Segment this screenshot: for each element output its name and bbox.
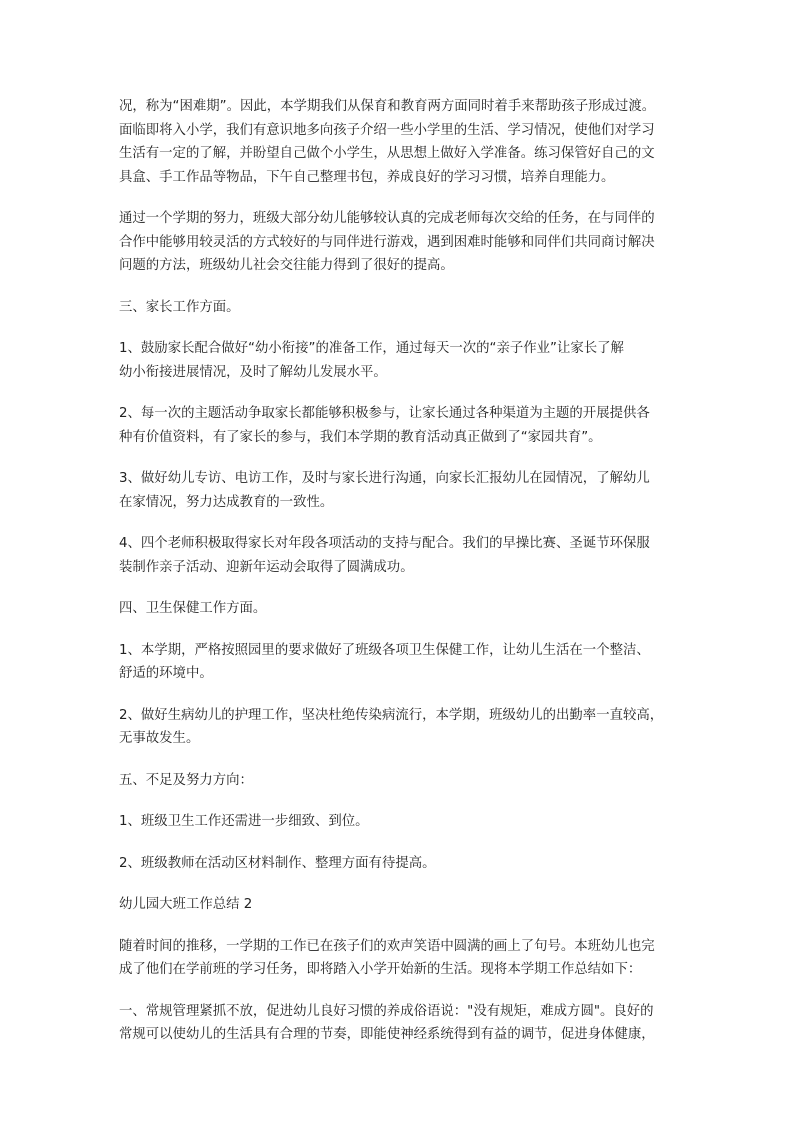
- paragraph: [119, 467, 679, 514]
- text-line: 五、不足及努力方向：: [119, 772, 253, 788]
- text-line: 况，称为“困难期”。因此，本学期我们从保育和教育两方面同时着手来帮助孩子形成过渡。: [119, 99, 656, 114]
- text-line: 种有价值资料，有了家长的参与，我们本学期的教育活动真正做到了“家园共育”。: [119, 429, 602, 445]
- text-line: 通过一个学期的努力，班级大部分幼儿能够较认真的完成老师每次交给的任务，在与同伴的: [119, 211, 655, 226]
- text-line: 装制作亲子活动、迎新年运动会取得了圆满成功。: [119, 559, 414, 575]
- paragraph: [119, 810, 679, 834]
- paragraph: [119, 337, 679, 384]
- text-line: 常规可以使幼儿的生活具有合理的节奏，即能使神经系统得到有益的调节，促进身体健康，: [119, 1027, 655, 1042]
- document-body: [119, 95, 679, 1047]
- paragraph: [119, 207, 679, 278]
- text-line: 1、鼓励家长配合做好“幼小衔接”的准备工作，通过每天一次的“亲子作业”让家长了解: [119, 341, 624, 356]
- text-line: 面临即将入小学，我们有意识地多向孩子介绍一些小学里的生活、学习情况，使他们对学习: [119, 122, 655, 138]
- text-line: 1、班级卫生工作还需进一步细致、到位。: [119, 814, 369, 829]
- paragraph: [119, 296, 679, 320]
- text-line: 2、做好生病幼儿的护理工作，坚决杜绝传染病流行，本学期，班级幼儿的出勤率一直较高，: [119, 707, 664, 723]
- text-line: 一、常规管理紧抓不放，促进幼儿良好习惯的养成俗语说："没有规矩，难成方圆"。良好的: [119, 1003, 654, 1019]
- text-line: 舒适的环境中。: [119, 666, 213, 681]
- text-line: 问题的方法，班级幼儿社会交往能力得到了很好的提高。: [119, 258, 454, 273]
- paragraph: [119, 769, 679, 793]
- text-line: 成了他们在学前班的学习任务，即将踏入小学开始新的生活。现将本学期工作总结如下：: [119, 962, 642, 977]
- paragraph: [119, 935, 679, 982]
- text-line: 生活有一定的了解，并盼望自己做个小学生，从思想上做好入学准备。练习保管好自己的文: [119, 146, 655, 161]
- text-line: 随着时间的推移，一学期的工作已在孩子们的欢声笑语中圆满的画上了句号。本班幼儿也完: [119, 938, 655, 954]
- text-line: 合作中能够用较灵活的方式较好的与同伴进行游戏，遇到困难时能够和同伴们共同商讨解决: [119, 234, 655, 250]
- text-line: 3、做好幼儿专访、电访工作，及时与家长进行沟通，向家长汇报幼儿在园情况，了解幼儿: [119, 471, 650, 486]
- paragraph: [119, 704, 679, 751]
- paragraph: [119, 852, 679, 876]
- text-line: 在家情况，努力达成教育的一致性。: [119, 494, 334, 510]
- paragraph: [119, 402, 679, 449]
- paragraph: [119, 639, 679, 686]
- paragraph: [119, 532, 679, 579]
- text-line: 2、每一次的主题活动争取家长都能够积极参与，让家长通过各种渠道为主题的开展提供各: [119, 406, 650, 421]
- text-line: 4、四个老师积极取得家长对年段各项活动的支持与配合。我们的早操比赛、圣诞节环保服: [119, 536, 650, 551]
- paragraph: [119, 893, 679, 917]
- text-line: 幼儿园大班工作总结 2: [119, 897, 253, 912]
- text-line: 幼小衔接进展情况，及时了解幼儿发展水平。: [119, 364, 387, 380]
- text-line: 无事故发生。: [119, 731, 200, 746]
- text-line: 四、卫生保健工作方面。: [119, 601, 267, 616]
- text-line: 三、家长工作方面。: [119, 299, 240, 315]
- paragraph: [119, 1000, 679, 1047]
- paragraph: [119, 597, 679, 621]
- text-line: 2、班级教师在活动区材料制作、整理方面有待提高。: [119, 855, 436, 871]
- text-line: 1、本学期，严格按照园里的要求做好了班级各项卫生保健工作，让幼儿生活在一个整洁、: [119, 642, 650, 658]
- paragraph: [119, 95, 679, 189]
- text-line: 具盒、手工作品等物品，下午自己整理书包，养成良好的学习习惯，培养自理能力。: [119, 169, 615, 185]
